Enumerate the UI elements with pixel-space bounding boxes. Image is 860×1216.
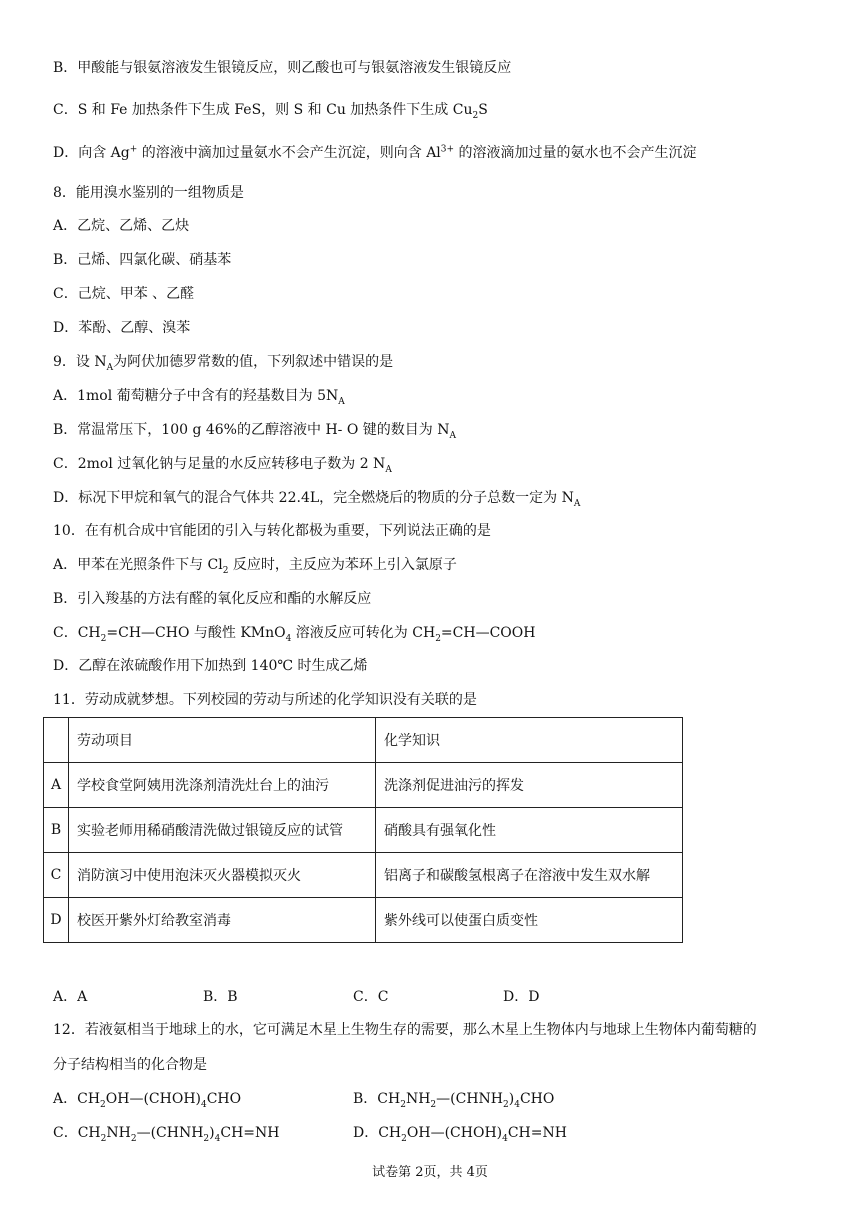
- q10-option-a: A．甲苯在光照条件下与 $Cl_2$ 反应时，主反应为苯环上引入氯原子: [53, 557, 457, 576]
- q12-option-d: D．$CH_2OH—(CHOH)_4CH=NH$: [353, 1125, 567, 1144]
- q10-option-b: B．引入羧基的方法有醛的氧化反应和酯的水解反应: [53, 591, 372, 607]
- q8-stem: 8．能用溴水鉴别的一组物质是: [53, 185, 244, 201]
- table-cell: 铝离子和碳酸氢根离子在溶液中发生双水解: [376, 853, 683, 898]
- table-row: [44, 763, 683, 808]
- q7-option-d: D．向含 Ag+ 的溶液中滴加过量氨水不会产生沉淀，则向含 $Al^{3+}$ 的溶液滴加过量的氨水也不会产生沉淀: [53, 144, 697, 161]
- table-header-cell: 化学知识: [376, 718, 683, 763]
- table-cell: 消防演习中使用泡沫灭火器模拟灭火: [69, 853, 376, 898]
- q9-option-d: D．标况下甲烷和氧气的混合气体共 22.4L，完全燃烧后的物质的分子总数一定为 $N_A$: [53, 490, 581, 509]
- table-cell: 实验老师用稀硝酸清洗做过银镜反应的试管: [69, 808, 376, 853]
- table-row: [44, 808, 683, 853]
- q7-option-c: C．S 和 Fe 加热条件下生成 FeS，则 S 和 Cu 加热条件下生成 $Cu_2S$: [53, 102, 488, 121]
- table-cell: C: [44, 853, 69, 898]
- q11-option-a: A．A: [53, 989, 88, 1005]
- q9-option-c: C．2mol 过氧化钠与足量的水反应转移电子数为 2 $N_A$: [53, 456, 392, 475]
- q12-stem-line-1: 12．若液氨相当于地球上的水，它可满足木星上生物生存的需要，那么木星上生物体内与地球上生物体内葡萄糖的: [53, 1022, 757, 1038]
- table-cell: 校医开紫外灯给教室消毒: [69, 898, 376, 943]
- q7-option-b: B．甲酸能与银氨溶液发生银镜反应，则乙酸也可与银氨溶液发生银镜反应: [53, 60, 512, 76]
- table-cell: 洗涤剂促进油污的挥发: [376, 763, 683, 808]
- q11-table: [43, 717, 683, 943]
- q12-option-a: A．$CH_2OH—(CHOH)_4CHO$: [53, 1091, 242, 1110]
- table-cell: 硝酸具有强氧化性: [376, 808, 683, 853]
- q8-option-b: B．己烯、四氯化碳、硝基苯: [53, 252, 232, 268]
- table-header-cell: [44, 718, 69, 763]
- table-row: [44, 898, 683, 943]
- q12-option-b: B．$CH_2NH_2—(CHNH_2)_4CHO$: [353, 1091, 555, 1110]
- q11-option-d: D．D: [503, 989, 540, 1005]
- table-cell: 学校食堂阿姨用洗涤剂清洗灶台上的油污: [69, 763, 376, 808]
- table-cell: 紫外线可以使蛋白质变性: [376, 898, 683, 943]
- q9-stem: 9．设 $N_A$为阿伏加德罗常数的值，下列叙述中错误的是: [53, 354, 394, 373]
- table-header-row: [44, 718, 683, 763]
- table-header-cell: 劳动项目: [69, 718, 376, 763]
- q8-option-d: D．苯酚、乙醇、溴苯: [53, 320, 191, 336]
- q8-option-a: A．乙烷、乙烯、乙炔: [53, 218, 190, 234]
- table-row: [44, 853, 683, 898]
- q12-option-c: C．$CH_2NH_2—(CHNH_2)_4CH=NH$: [53, 1125, 280, 1144]
- table-cell: A: [44, 763, 69, 808]
- q11-stem: 11．劳动成就梦想。下列校园的劳动与所述的化学知识没有关联的是: [53, 692, 477, 708]
- q11-option-c: C．C: [353, 989, 389, 1005]
- q11-option-b: B．B: [203, 989, 238, 1005]
- q12-stem-line-2: 分子结构相当的化合物是: [53, 1057, 207, 1073]
- q10-option-c: C．$CH_2=CH—CHO$ 与酸性 KMnO$_4$ 溶液反应可转化为 $CH_2=CH—COOH$: [53, 625, 536, 644]
- page-footer: 试卷第 2页，共 4页: [372, 1165, 488, 1180]
- q9-option-b: B．常温常压下，100 g 46%的乙醇溶液中 H- O 键的数目为 $N_A$: [53, 422, 456, 441]
- q10-option-d: D．乙醇在浓硫酸作用下加热到 140℃ 时生成乙烯: [53, 658, 368, 674]
- q8-option-c: C．己烷、甲苯 、乙醛: [53, 286, 195, 302]
- q10-stem: 10．在有机合成中官能团的引入与转化都极为重要，下列说法正确的是: [53, 523, 491, 539]
- q9-option-a: A．1mol 葡萄糖分子中含有的羟基数目为 $5N_A$: [53, 388, 345, 407]
- table-cell: B: [44, 808, 69, 853]
- table-cell: D: [44, 898, 69, 943]
